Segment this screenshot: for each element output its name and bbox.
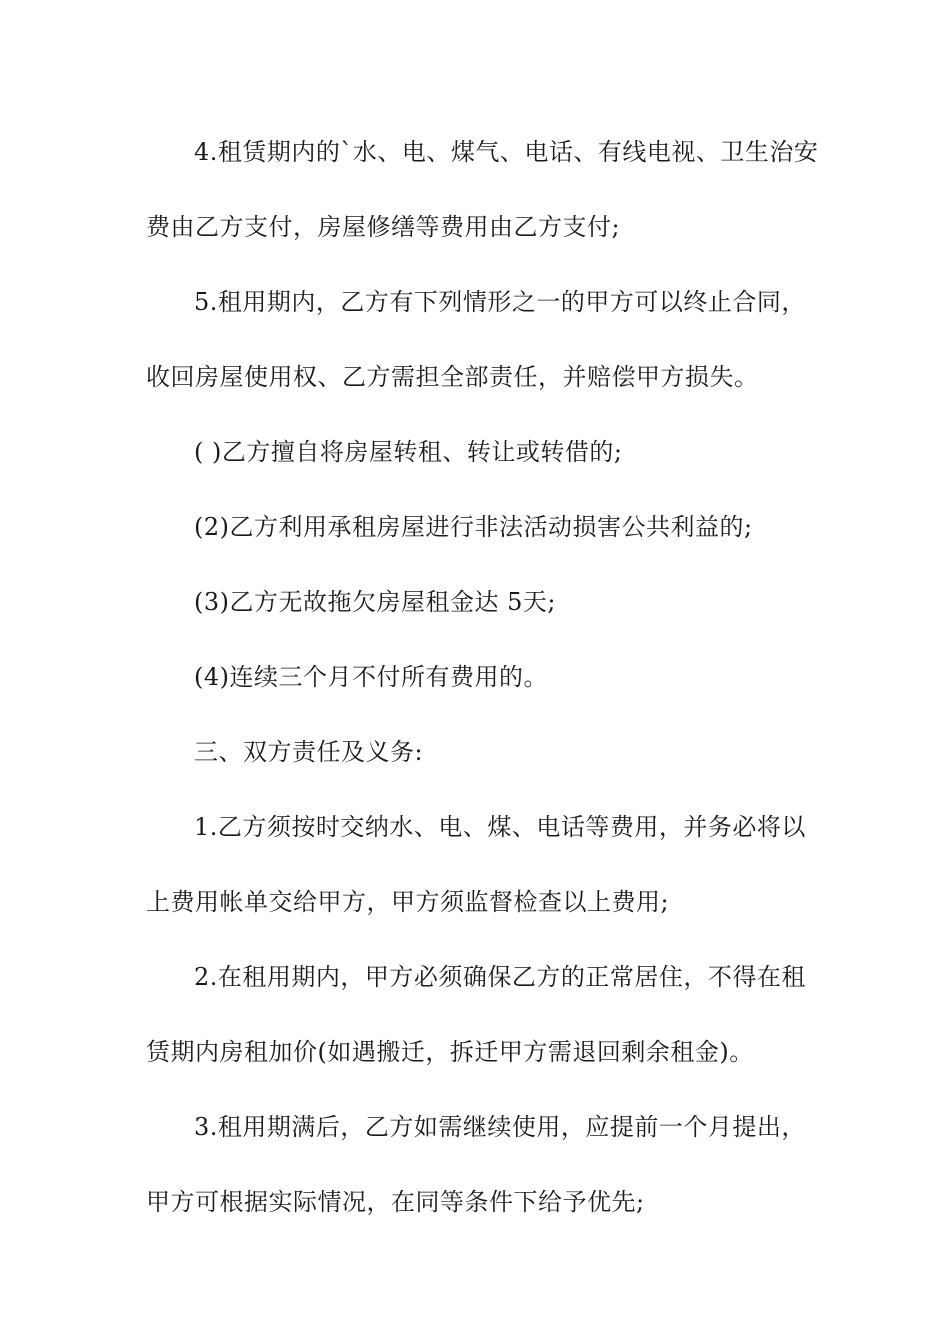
- text-line-duty-1b: 上费用帐单交给甲方，甲方须监督检查以上费用;: [146, 888, 670, 916]
- text-line-item-1: ( )乙方擅自将房屋转租、转让或转借的;: [194, 438, 623, 466]
- text-line-clause-4b: 费由乙方支付，房屋修缮等费用由乙方支付;: [146, 213, 621, 241]
- text-line-duty-2b: 赁期内房租加价(如遇搬迁，拆迁甲方需退回剩余租金)。: [146, 1038, 754, 1066]
- text-line-duty-1a: 1.乙方须按时交纳水、电、煤、电话等费用，并务必将以: [194, 813, 806, 841]
- text-line-clause-4a: 4.租赁期内的`水、电、煤气、电话、有线电视、卫生治安: [194, 138, 819, 166]
- text-line-duty-2a: 2.在租用期内，甲方必须确保乙方的正常居住，不得在租: [194, 963, 806, 991]
- section-heading-3: 三、双方责任及义务:: [194, 738, 424, 766]
- text-line-item-4: (4)连续三个月不付所有费用的。: [194, 663, 548, 691]
- text-line-clause-5b: 收回房屋使用权、乙方需担全部责任，并赔偿甲方损失。: [146, 363, 759, 391]
- text-line-item-3: (3)乙方无故拖欠房屋租金达 5天;: [194, 588, 556, 616]
- text-line-clause-5a: 5.租用期内，乙方有下列情形之一的甲方可以终止合同，: [194, 288, 806, 316]
- text-line-item-2: (2)乙方利用承租房屋进行非法活动损害公共利益的;: [194, 513, 753, 541]
- text-line-duty-3b: 甲方可根据实际情况，在同等条件下给予优先;: [146, 1188, 645, 1216]
- text-line-duty-3a: 3.租用期满后，乙方如需继续使用，应提前一个月提出，: [194, 1113, 806, 1141]
